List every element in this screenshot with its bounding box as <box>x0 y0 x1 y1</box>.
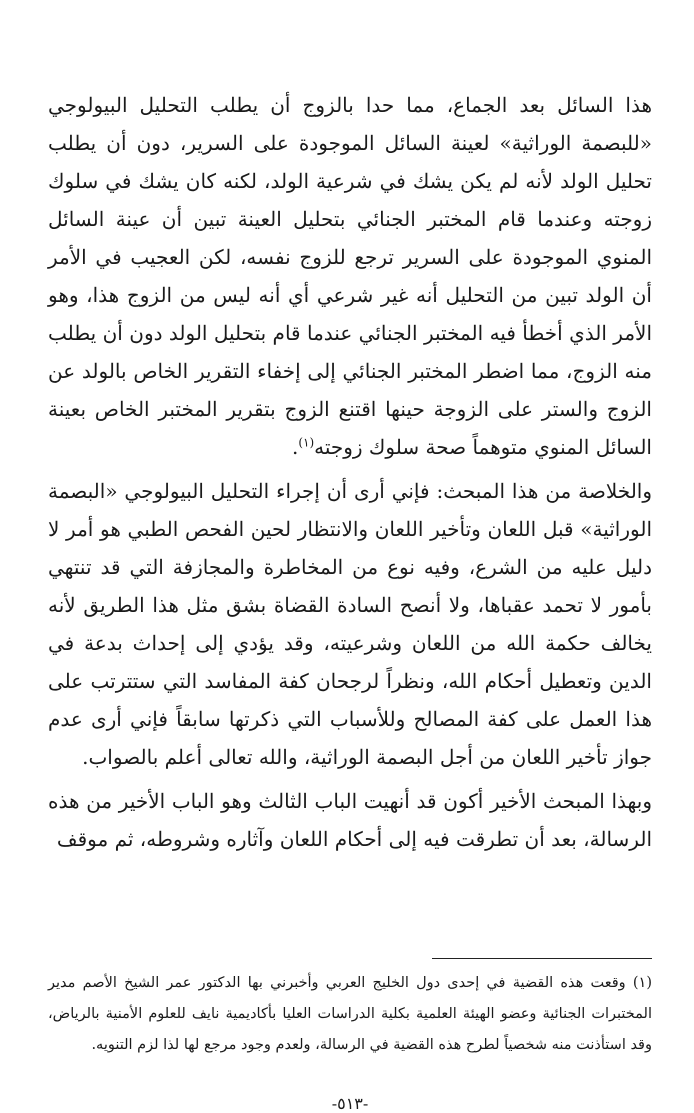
footnote-1: (١) وقعت هذه القضية في إحدى دول الخليج العربي وأخبرني بها الدكتور عمر الشيخ الأصم مدير المختبرات الجنائية وعضو الهيئة العلمية بكلية الدراسات العليا بأكاديمية نايف للعلوم الأمنية بالرياض، وقد استأذنت منه شخصياً لطرح هذه القضية في الرسالة، ولعدم وجود مرجع لها لذا لزم التنويه. <box>48 975 652 1053</box>
footnote-reference: (١) <box>298 435 315 450</box>
page-number: -٥١٣- <box>331 1094 369 1113</box>
paragraph-3: وبهذا المبحث الأخير أكون قد أنهيت الباب الثالث وهو الباب الأخير من هذه الرسالة، بعد أن تطرقت فيه إلى أحكام اللعان وآثاره وشروطه، ثم موقف <box>48 789 652 851</box>
paragraph-2: والخلاصة من هذا المبحث: فإني أرى أن إجراء التحليل البيولوجي «البصمة الوراثية» قبل اللعان وتأخير اللعان والانتظار لحين الفحص الطبي هو أمر لا دليل عليه من الشرع، وفيه نوع من المخاطرة والمجازفة التي قد تنتهي بأمور لا تحمد عقباها، ولا أنصح السادة القضاة بشق مثل هذا الطريق لأنه يخالف حكمة الله من اللعان وشرعيته، وقد يؤدي إلى إحداث بدعة في الدين وتعطيل أحكام الله، ونظراً لرجحان كفة المفاسد التي ستترتب على هذا العمل على كفة المصالح وللأسباب التي ذكرتها سابقاً فإني أرى عدم جواز تأخير اللعان من أجل البصمة الوراثية، والله تعالى أعلم بالصواب. <box>48 479 652 769</box>
paragraph-1-text: هذا السائل بعد الجماع، مما حدا بالزوج أن يطلب التحليل البيولوجي «للبصمة الوراثية» لعينة السائل الموجودة على السرير، دون أن يطلب تحليل الولد لأنه لم يكن يشك في شرعية الولد، لكنه كان يشك في سلوك زوجته وعندما قام المختبر الجنائي بتحليل العينة تبين أن عينة السائل المنوي الموجودة على السرير ترجع للزوج نفسه، لكن العجيب في الأمر أن الولد تبين من التحليل أنه غير شرعي أي أنه ليس من الزوج هذا، وهو الأمر الذي أخطأ فيه المختبر الجنائي عندما قام بتحليل الولد دون أن يطلب منه الزوج، مما اضطر المختبر الجنائي إلى إخفاء التقرير الخاص بالولد عن الزوج والستر على الزوجة حينها اقتنع الزوج بتقرير المختبر الخاص بعينة السائل المنوي متوهماً صحة سلوك زوجته <box>48 93 652 459</box>
main-text <box>48 86 652 858</box>
paragraph-1 <box>48 86 652 466</box>
footnote-separator <box>432 958 652 959</box>
paragraph-1-end: . <box>291 435 299 459</box>
book-page <box>48 86 652 1113</box>
